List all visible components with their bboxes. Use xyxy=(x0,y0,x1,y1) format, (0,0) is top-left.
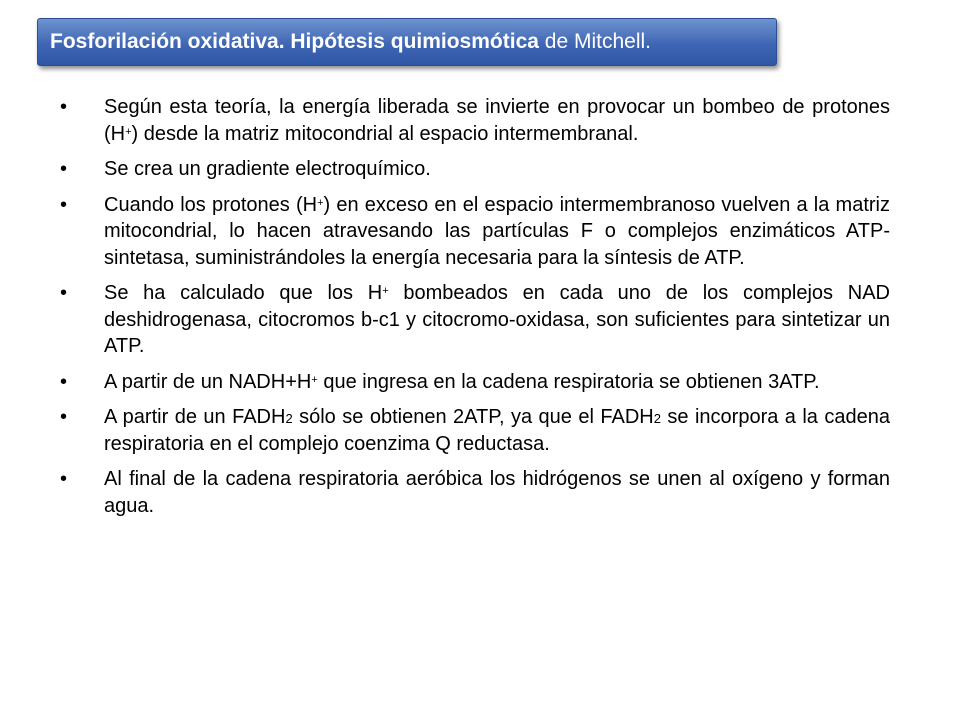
bullet-text: Cuando los protones (H xyxy=(104,193,318,216)
bullet-text: sólo se obtienen 2ATP, ya que el FADH xyxy=(292,406,654,428)
bullet-text: Se ha calculado que los H xyxy=(104,282,383,304)
bullet-text: Según esta teoría, la energía liberada se invierte en provocar un bombeo de protones (H xyxy=(104,96,890,145)
bullet-text: bombeados en cada uno de los complejos NAD deshidrogenasa, citocromos b-c1 y citocromo-oxidasa, son suficientes para sintetizar un ATP. xyxy=(104,282,890,357)
bullet-text: Al final de la cadena respiratoria aeróbica los hidrógenos se unen al oxígeno y forman agua. xyxy=(104,468,890,517)
slide-title-bold: Fosforilación oxidativa. Hipótesis quimiosmótica xyxy=(50,30,539,53)
superscript: + xyxy=(125,125,132,138)
bullet-item xyxy=(60,156,890,183)
subscript: 2 xyxy=(285,411,293,426)
bullet-item xyxy=(60,280,890,360)
bullet-text: Se crea un gradiente electroquímico. xyxy=(104,158,431,180)
bullet-dot: • xyxy=(60,158,68,180)
bullet-text: ) desde la matriz mitocondrial al espacio intermembranal. xyxy=(131,122,639,145)
slide-title xyxy=(37,18,777,66)
superscript: + xyxy=(311,373,318,386)
bullet-item xyxy=(60,466,890,519)
subscript: 2 xyxy=(653,411,661,426)
bullet-dot: • xyxy=(60,468,68,490)
superscript: + xyxy=(317,196,324,209)
bullet-text: se incorpora a la cadena respiratoria en el complejo coenzima Q reductasa. xyxy=(104,406,890,455)
bullet-list xyxy=(60,94,890,528)
bullet-item xyxy=(60,404,890,457)
bullet-dot: • xyxy=(60,406,68,428)
bullet-dot: • xyxy=(60,96,68,118)
bullet-dot: • xyxy=(60,193,68,216)
bullet-text: que ingresa en la cadena respiratoria se obtienen 3ATP. xyxy=(317,370,820,393)
bullet-text: ) en exceso en el espacio intermembranoso vuelven a la matriz mitocondrial, lo hacen atravesando las partículas F o complejos enzimáticos ATP-sintetasa, suministrándoles la energía necesaria para la síntesis de ATP. xyxy=(104,193,890,269)
bullet-dot: • xyxy=(60,370,68,393)
bullet-dot: • xyxy=(60,282,68,304)
superscript: + xyxy=(382,285,389,297)
bullet-item xyxy=(60,94,890,147)
slide-title-normal: de Mitchell. xyxy=(538,30,651,53)
bullet-text: A partir de un NADH+H xyxy=(104,370,312,393)
bullet-item xyxy=(60,369,890,396)
bullet-text: A partir de un FADH xyxy=(104,406,286,428)
bullet-item xyxy=(60,192,890,272)
